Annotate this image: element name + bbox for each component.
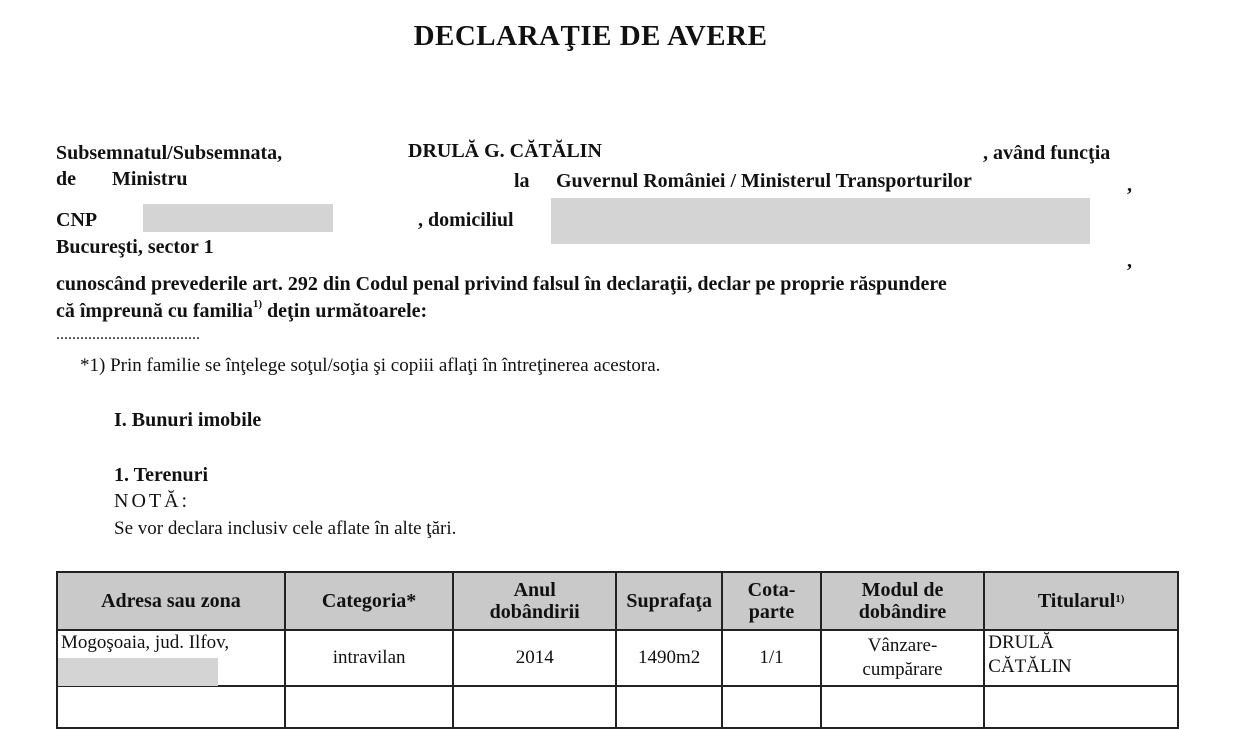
table-row (57, 630, 1178, 686)
header-adresa: Adresa sau zona (57, 572, 285, 630)
declaration-line-1: cunoscând prevederile art. 292 din Codul penal privind falsul în declaraţii, declar pe proprie răspundere (56, 273, 947, 295)
cell-categoria: intravilan (285, 630, 454, 686)
header-suprafata: Suprafaţa (616, 572, 722, 630)
header-titularul: Titularul$^{1)}$ (984, 572, 1178, 630)
table-header-row (57, 572, 1178, 630)
label-subsemnatul: Subsemnatul/Subsemnata, (56, 142, 283, 164)
cnp-redaction (143, 204, 333, 232)
institution-value: Guvernul României / Ministerul Transporturilor (556, 170, 972, 192)
label-functia: , având funcţia (983, 142, 1111, 164)
dotted-separator: .................................... (56, 326, 200, 343)
cell-adresa: Mogoşoaia, jud. Ilfov, (57, 630, 285, 686)
document-title: DECLARAŢIE DE AVERE (413, 20, 768, 52)
function-value: Ministru (112, 168, 188, 190)
adresa-redaction (58, 658, 218, 686)
city-value: Bucureşti, sector 1 (56, 236, 214, 258)
nota-text: Se vor declara inclusiv cele aflate în alte ţări. (114, 518, 457, 539)
label-la: la (514, 170, 530, 192)
table-row-empty (57, 686, 1178, 728)
land-table (56, 571, 1179, 729)
header-modul: Modul de dobândire (821, 572, 985, 630)
comma-mark-2: , (1127, 250, 1132, 272)
comma-mark: , (1127, 174, 1132, 196)
cell-suprafata: 1490m2 (616, 630, 722, 686)
label-de: de (56, 168, 76, 190)
cell-cota: 1/1 (722, 630, 820, 686)
header-anul: Anul dobândirii (453, 572, 616, 630)
header-categoria: Categoria* (285, 572, 454, 630)
label-cnp: CNP (56, 209, 98, 231)
nota-label: NOTĂ: (114, 490, 191, 512)
label-domiciliul: , domiciliul (418, 209, 514, 231)
header-cota: Cota- parte (722, 572, 820, 630)
declarant-name: DRULĂ G. CĂTĂLIN (408, 140, 602, 162)
declaration-line-2: că împreună cu familia$^{1)}$ deţin următoarele: (56, 298, 428, 322)
subsection-heading: 1. Terenuri (114, 464, 209, 486)
footnote: *1) Prin familie se înţelege soţul/soţia şi copiii aflaţi în întreţinerea acestora. (80, 355, 661, 376)
cell-anul: 2014 (453, 630, 616, 686)
section-heading: I. Bunuri imobile (114, 409, 262, 431)
cell-titular: DRULĂ CĂTĂLIN (984, 630, 1178, 686)
cell-modul: Vânzare- cumpărare (821, 630, 985, 686)
address-redaction (551, 198, 1090, 244)
